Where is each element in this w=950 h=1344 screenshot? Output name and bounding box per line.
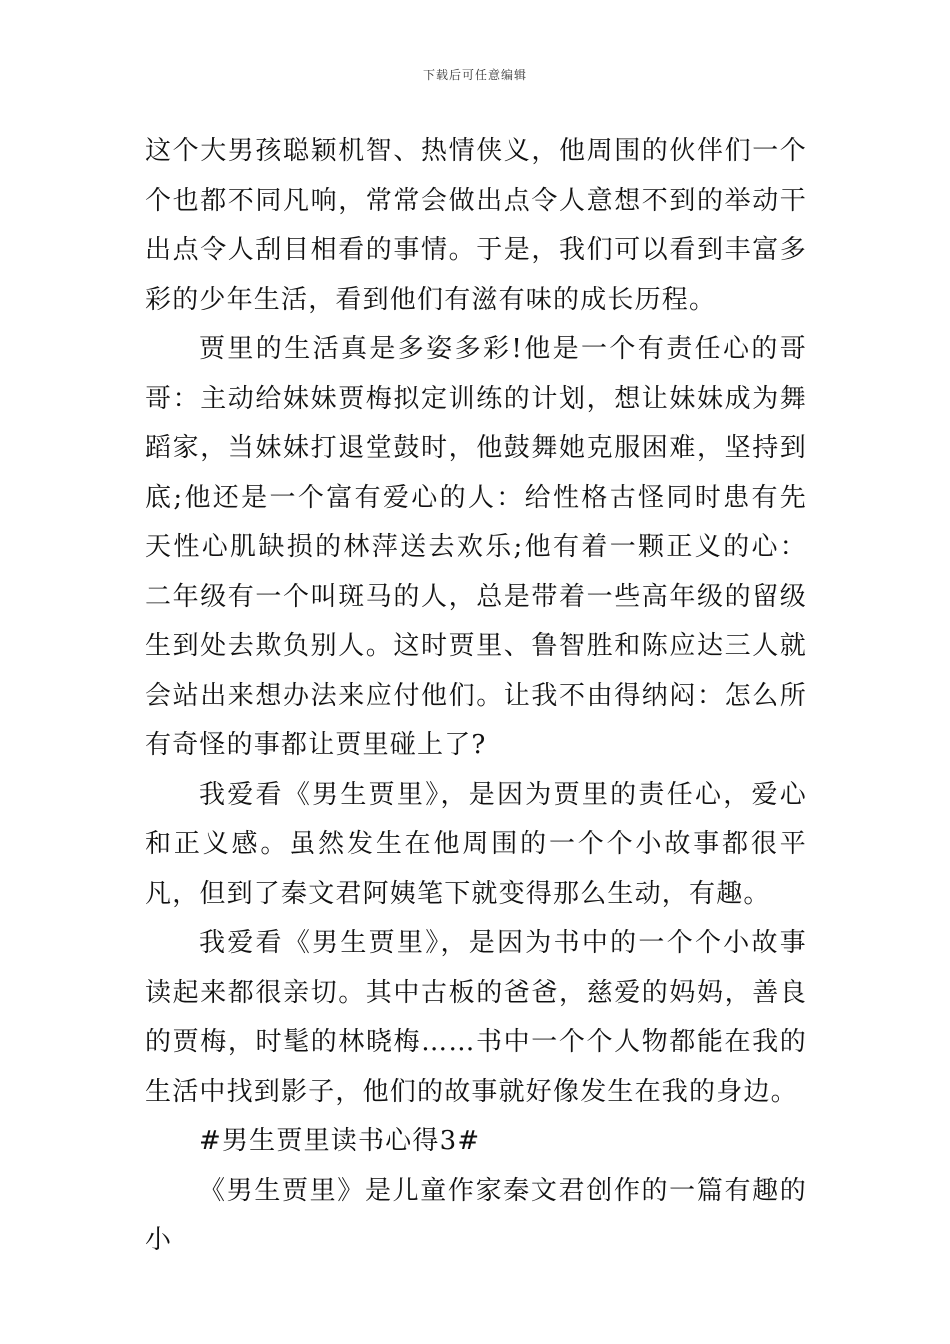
paragraph-2: 贾里的生活真是多姿多彩!他是一个有责任心的哥哥：主动给妹妹贾梅拟定训练的计划，想让妹妹成为舞蹈家，当妹妹打退堂鼓时，他鼓舞她克服困难，坚持到底;他还是一个富有爱心的人：给性格古怪同时患有先天性心肌缺损的林萍送去欢乐;他有着一颗正义的心：二年级有一个叫斑马的人，总是带着一些高年级的留级生到处去欺负别人。这时贾里、鲁智胜和陈应达三人就会站出来想办法来应付他们。让我不由得纳闷：怎么所有奇怪的事都让贾里碰上了?	[145, 334, 807, 760]
paragraph-3: 我爱看《男生贾里》，是因为贾里的责任心，爱心和正义感。虽然发生在他周围的一个个小故事都很平凡，但到了秦文君阿姨笔下就变得那么生动，有趣。	[145, 779, 807, 909]
page-header: 下载后可任意编辑	[422, 68, 527, 82]
section-heading: #男生贾里读书心得3#	[199, 1126, 481, 1156]
paragraph-4: 我爱看《男生贾里》，是因为书中的一个个小故事读起来都很亲切。其中古板的爸爸，慈爱的妈妈，善良的贾梅，时髦的林晓梅……书中一个个人物都能在我的生活中找到影子，他们的故事就好像发生在我的身边。	[145, 928, 807, 1107]
paragraph-5: 《男生贾里》是儿童作家秦文君创作的一篇有趣的小	[145, 1175, 807, 1255]
paragraph-1: 这个大男孩聪颖机智、热情侠义，他周围的伙伴们一个个也都不同凡响，常常会做出点令人意想不到的举动干出点令人刮目相看的事情。于是，我们可以看到丰富多彩的少年生活，看到他们有滋有味的成长历程。	[145, 136, 807, 315]
document-body	[145, 127, 807, 1266]
